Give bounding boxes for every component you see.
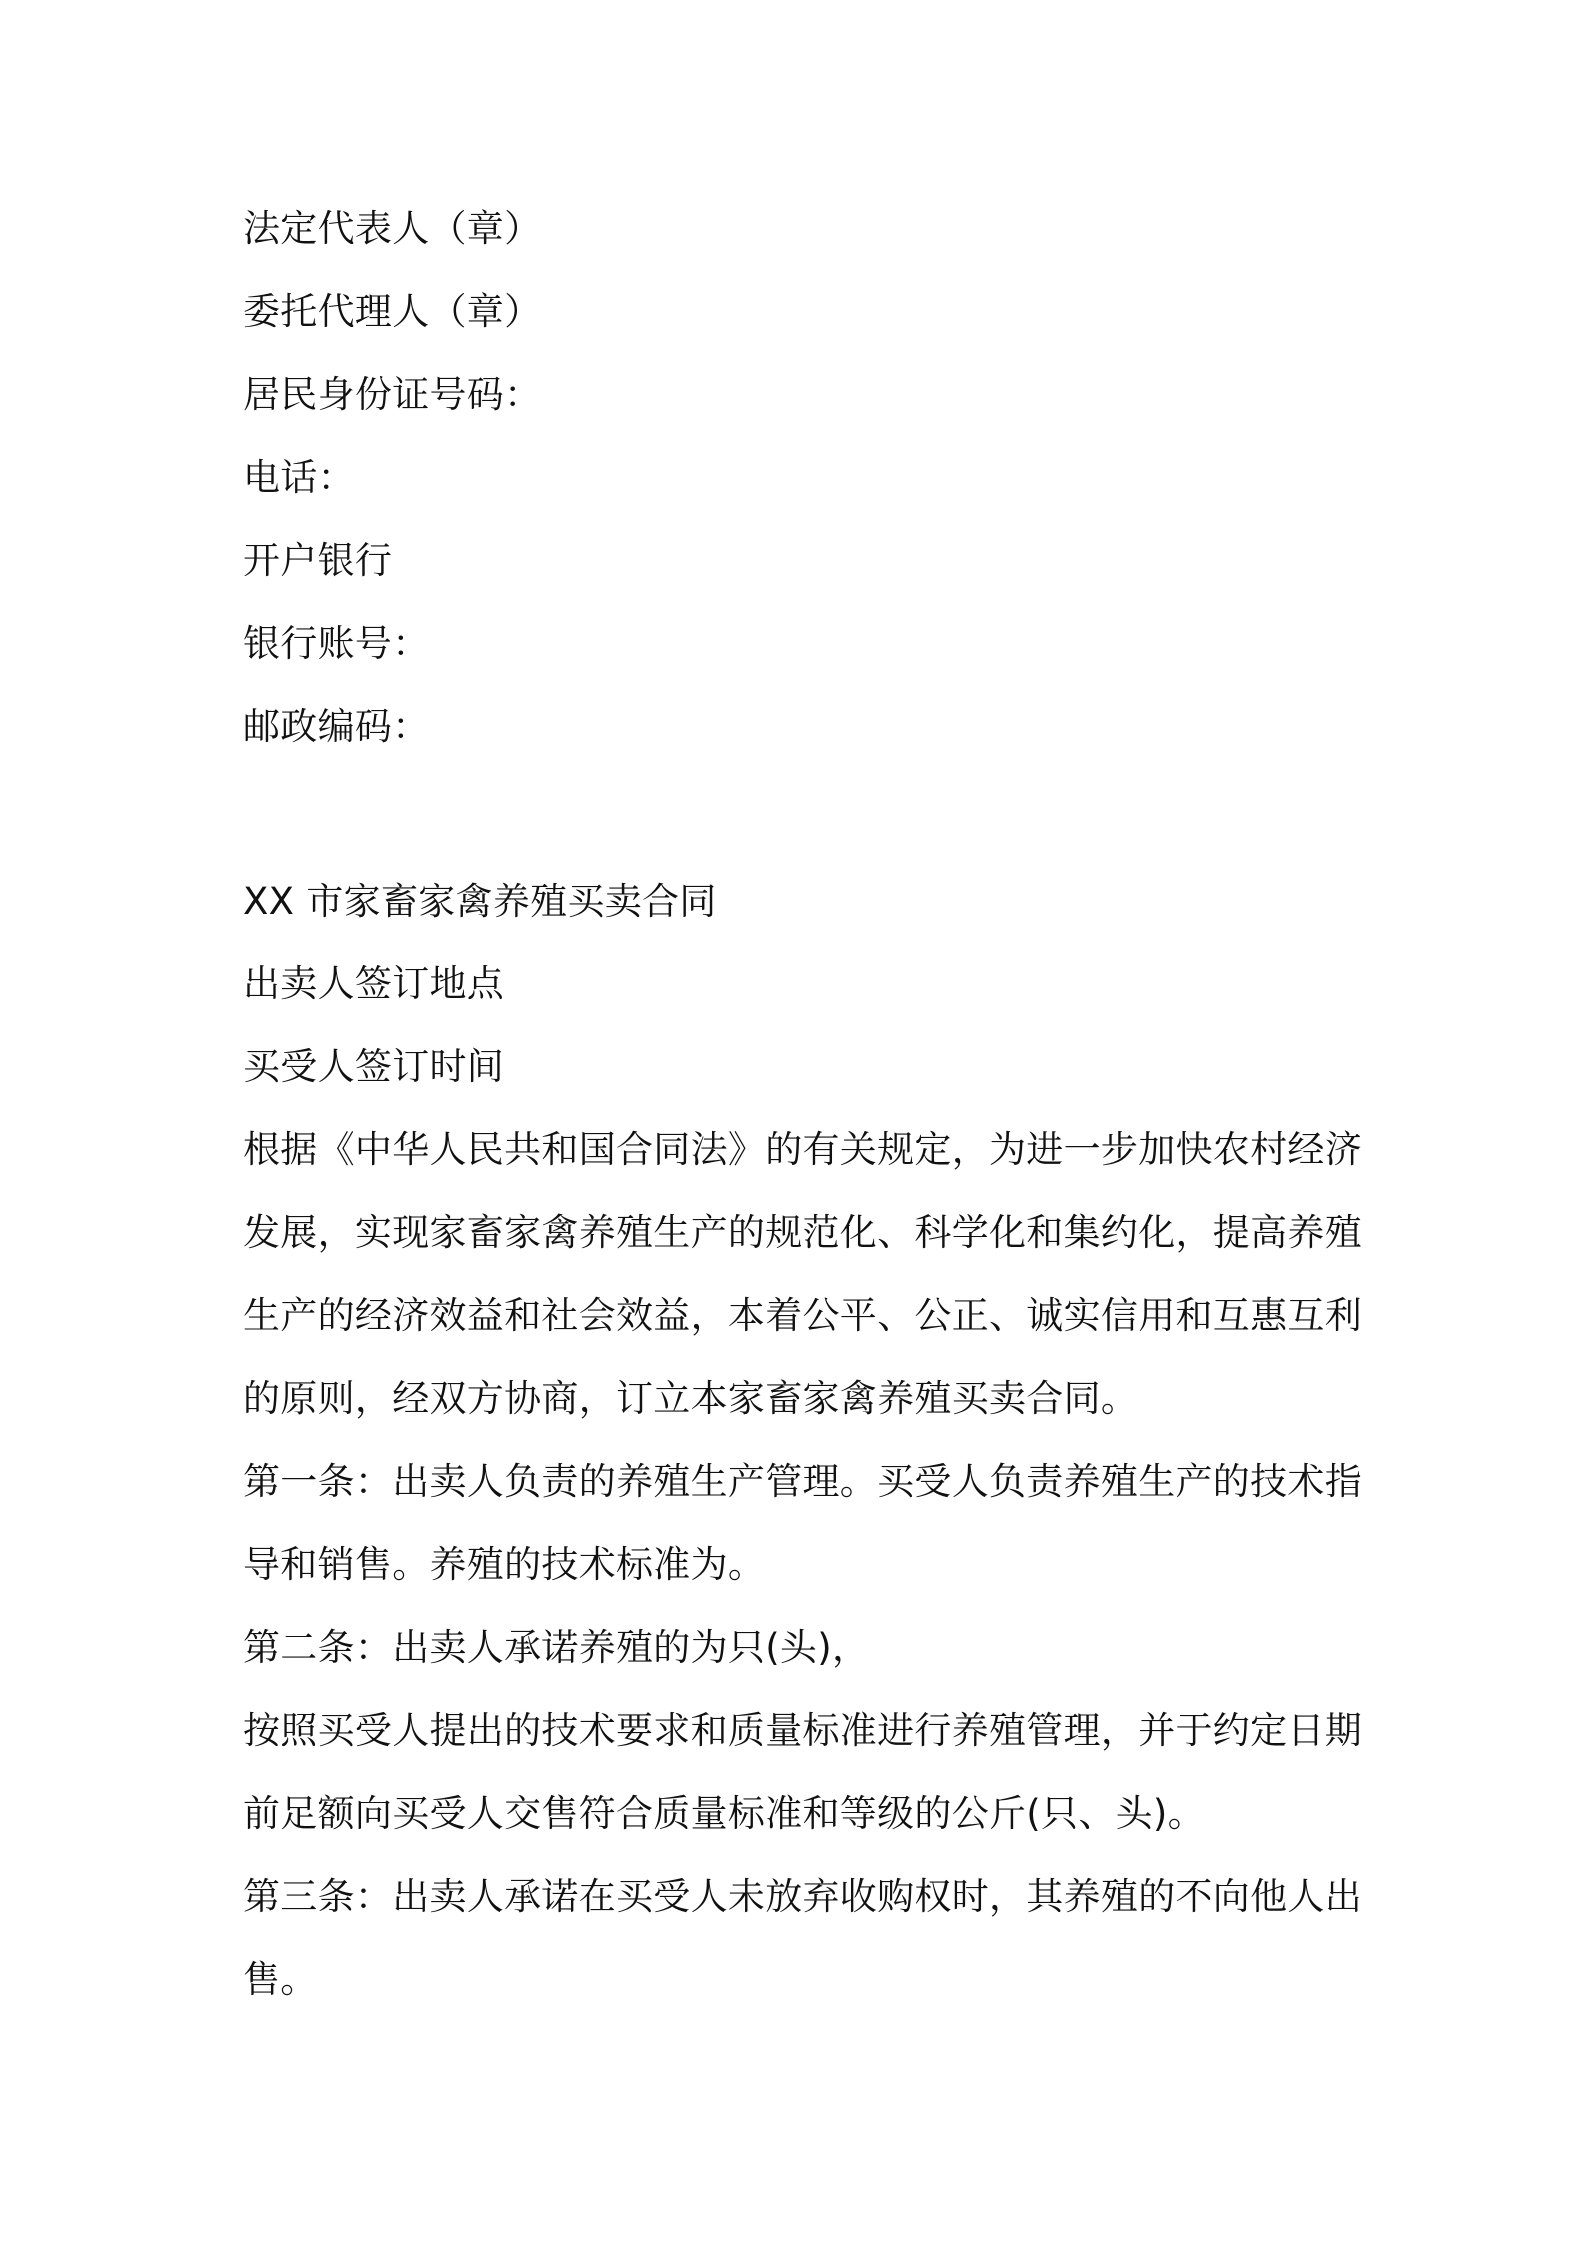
article1-line: 第一条：出卖人负责的养殖生产管理。买受人负责养殖生产的技术指 <box>243 1460 1362 1503</box>
bank-line: 开户银行 <box>243 539 393 582</box>
contract-title: XX 市家畜家禽养殖买卖合同 <box>243 880 717 923</box>
id-number-line: 居民身份证号码： <box>243 373 542 416</box>
postal-code-line: 邮政编码： <box>243 705 430 748</box>
article3-line: 售。 <box>243 1958 318 2001</box>
phone-line: 电话： <box>243 456 355 499</box>
buyer-line: 买受人签订时间 <box>243 1045 505 1088</box>
article1-line: 导和销售。养殖的技术标准为。 <box>243 1543 766 1586</box>
intro-line: 生产的经济效益和社会效益，本着公平、公正、诚实信用和互惠互利 <box>243 1294 1362 1337</box>
intro-line: 发展，实现家畜家禽养殖生产的规范化、科学化和集约化，提高养殖 <box>243 1211 1362 1254</box>
bank-account-line: 银行账号： <box>243 622 430 665</box>
intro-line: 根据《中华人民共和国合同法》的有关规定，为进一步加快农村经济 <box>243 1128 1362 1171</box>
article2-line: 按照买受人提出的技术要求和质量标准进行养殖管理，并于约定日期 <box>243 1709 1362 1752</box>
intro-line: 的原则，经双方协商，订立本家畜家禽养殖买卖合同。 <box>243 1377 1139 1420</box>
article3-line: 第三条：出卖人承诺在买受人未放弃收购权时，其养殖的不向他人出 <box>243 1875 1362 1918</box>
article2-line: 第二条：出卖人承诺养殖的为只(头)， <box>243 1626 870 1669</box>
seller-line: 出卖人签订地点 <box>243 962 505 1005</box>
article2-line: 前足额向买受人交售符合质量标准和等级的公斤(只、头)。 <box>243 1792 1205 1835</box>
agent-line: 委托代理人（章） <box>243 290 542 333</box>
legal-rep-line: 法定代表人（章） <box>243 207 542 250</box>
